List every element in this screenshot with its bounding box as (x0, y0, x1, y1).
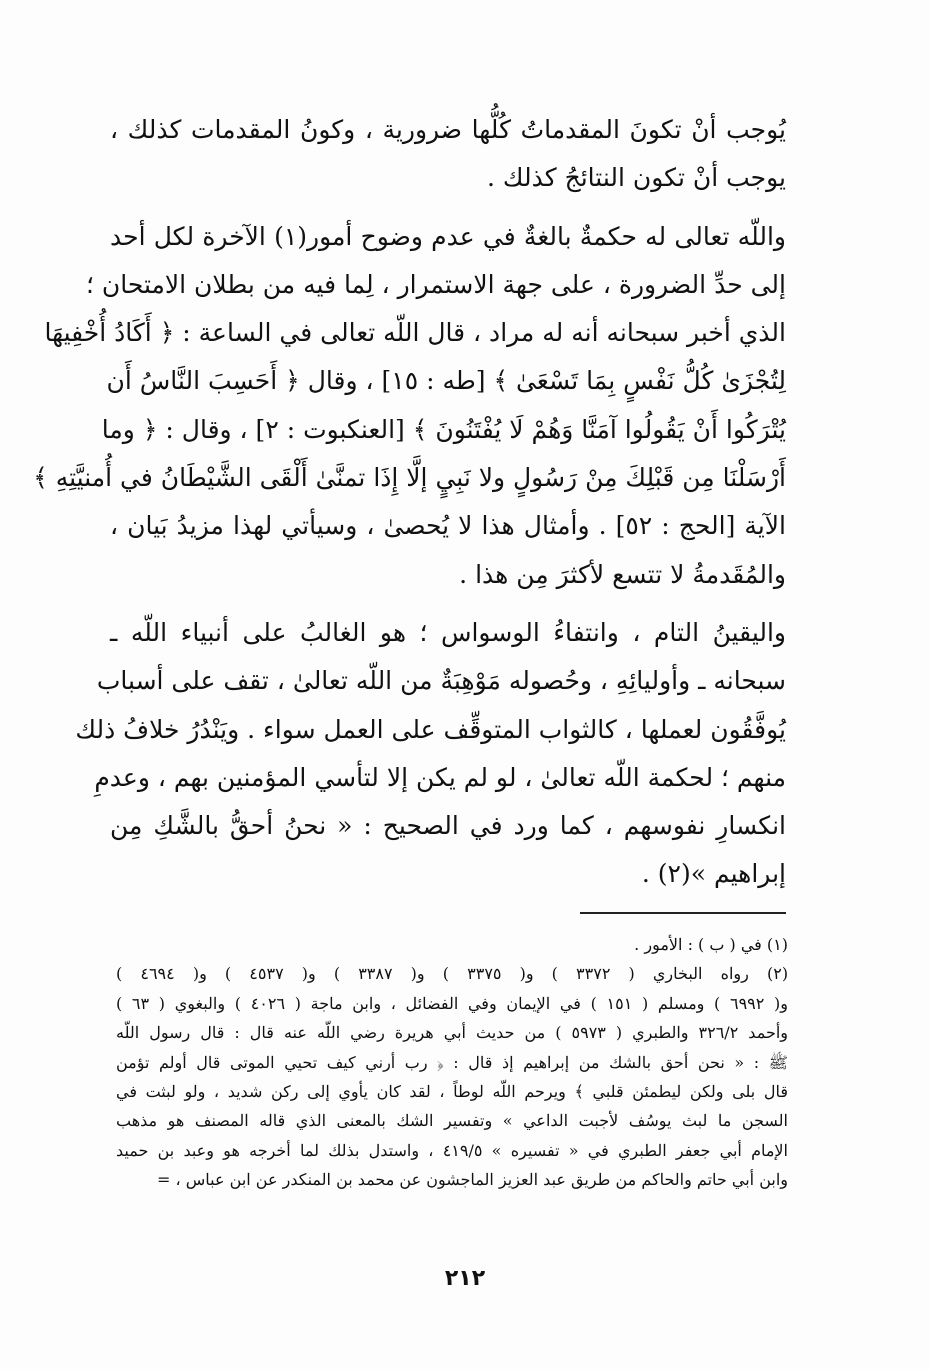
page-number: ٢١٢ (444, 1266, 486, 1291)
text-line: سبحانه ـ وأوليائِهِ ، وحُصوله مَوْهِبَةٌ من اللّه تعالىٰ ، تقف على أسباب (96, 666, 786, 696)
text-line: أَرْسَلْنَا مِن قَبْلِكَ مِنْ رَسُولٍ ولا نَبِيٍ إلَّا إِذَا تمنَّىٰ أَلْقَى الشَّيْطَانُ في أُمنيَّتِهِ ﴾ (33, 463, 786, 493)
text-line: انكسارِ نفوسهم ، كما ورد في الصحيح : « نحنُ أحقُّ بالشَّكِ مِن (110, 811, 786, 841)
text-line: يوجب أنْ تكون النتائجُ كذلك . (487, 163, 786, 193)
text-line: والمُقَدمةُ لا تتسع لأكثرَ مِن هذا . (459, 559, 786, 589)
footnote-line: قال بلى ولكن ليطمئن قلبي ﴾ ويرحم اللّه لوطاً ، لقد كان يأوي إلى ركن شديد ، ولو لبثت في (116, 1081, 788, 1101)
footnote-line: ﷺ : « نحن أحق بالشك من إبراهيم إذ قال : ﴿ رب أرني كيف تحيي الموتى قال أولم تؤمن (116, 1052, 788, 1072)
footnote-separator (580, 912, 786, 914)
text-line: لِتُجْزَىٰ كُلُّ نَفْسٍ بِمَا تَسْعَىٰ ﴾ [طه : ١٥] ، وقال ﴿ أَحَسِبَ النَّاسُ أَن (106, 366, 786, 396)
footnote-line: و( ٦٩٩٢ ) ومسلم ( ١٥١ ) في الإيمان وفي الفضائل ، وابن ماجة ( ٤٠٢٦ ) والبغوي ( ٦٣ ) (116, 993, 789, 1013)
footnote-line: السجن ما لبث يوسُف لأجبت الداعي » وتفسير الشك بالمعنى الذي قاله المصنف هو مذهب (116, 1111, 788, 1131)
text-line: إلى حدِّ الضرورة ، على جهة الاستمرار ، لِما فيه من بطلان الامتحان ؛ (85, 269, 786, 299)
main-text (33, 106, 787, 899)
footnote-line: الإمام أبي جعفر الطبري في « تفسيره » ٤١٩/٥ ، واستدل بذلك لما أخرجه هو وعبد بن حميد (116, 1140, 788, 1160)
footnotes (116, 930, 788, 1195)
paragraph-gap (110, 203, 786, 213)
text-line: الذي أخبر سبحانه أنه له مراد ، قال اللّه تعالى في الساعة : ﴿ أَكَادُ أُخْفِيهَا (44, 318, 786, 348)
text-line: واللّه تعالى له حكمةٌ بالغةٌ في عدم وضوح أمور(١) الآخرة لكل أحد (110, 221, 787, 251)
text-line: الآية [الحج : ٥٢] . وأمثال هذا لا يُحصىٰ ، وسيأتي لهذا مزيدُ بَيان ، (110, 511, 786, 541)
paragraph-gap (110, 599, 786, 609)
text-line: يُوجب أنْ تكونَ المقدماتُ كُلُّها ضرورية ، وكونُ المقدمات كذلك ، (110, 115, 786, 144)
footnote-line: وأحمد ٣٢٦/٢ والطبري ( ٥٩٧٣ ) من حديث أبي هريرة رضي اللّه عنه قال : قال رسول اللّه (116, 1023, 789, 1043)
footnote-line: (٢) رواه البخاري ( ٣٣٧٢ ) و( ٣٣٧٥ ) و( ٣٣٨٧ ) و( ٤٥٣٧ ) و( ٤٦٩٤ ) (116, 964, 789, 984)
text-line: منهم ؛ لحكمة اللّه تعالىٰ ، لو لم يكن إلا لتأسي المؤمنين بهم ، وعدمِ (94, 762, 786, 792)
text-line: إبراهيم »(٢) . (641, 859, 786, 889)
footnote-line: (١) في ( ب ) : الأمور . (634, 935, 788, 954)
text-line: واليقينُ التام ، وانتفاءُ الوسواس ؛ هو الغالبُ على أنبياء اللّه ـ (110, 617, 786, 647)
text-line: يُوفَّقُون لعملها ، كالثواب المتوقِّف على العمل سواء . ويَنْدُرُ خلافُ ذلك (75, 714, 786, 744)
footnote-line: وابن أبي حاتم والحاكم من طريق عبد العزيز الماجشون عن محمد بن المنكدر عن ابن عباس ، = (157, 1170, 788, 1190)
text-line: يُتْرَكُوا أَنْ يَقُولُوا آمَنَّا وَهُمْ لَا يُفْتَنُونَ ﴾ [العنكبوت : ٢] ، وقال : ﴿ وما (101, 414, 786, 444)
